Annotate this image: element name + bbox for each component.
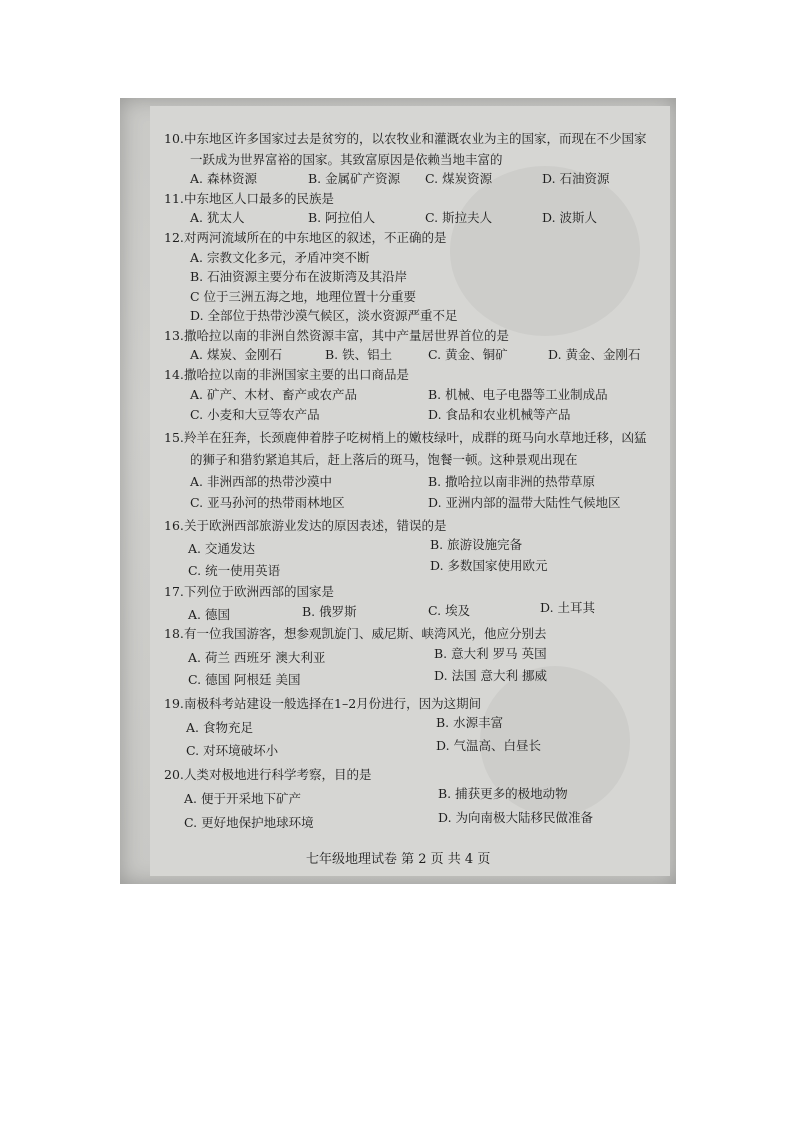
question-12 <box>164 228 447 246</box>
question-stem: 有一位我国游客，想参观凯旋门、威尼斯、峡湾风光，他应分别去 <box>184 626 547 641</box>
option-c: C. 埃及 <box>428 603 471 618</box>
option-d: D. 黄金、金刚石 <box>548 347 641 362</box>
question-number: 15. <box>164 430 184 445</box>
option-c: C. 斯拉夫人 <box>425 210 493 225</box>
option-c: C. 黄金、铜矿 <box>428 347 508 362</box>
option-d: D. 土耳其 <box>540 600 596 615</box>
question-stem: 中东地区许多国家过去是贫穷的，以农牧业和灌溉农业为主的国家，而现在不少国家 <box>184 131 647 146</box>
question-number: 14. <box>164 367 184 382</box>
option-d: D. 法国 意大利 挪威 <box>434 668 547 683</box>
option-d: D. 为向南极大陆移民做准备 <box>438 810 594 825</box>
question-14 <box>164 365 409 383</box>
option-b: B. 俄罗斯 <box>302 604 357 619</box>
question-number: 20. <box>164 767 184 782</box>
question-17 <box>164 582 334 600</box>
question-number: 12. <box>164 230 184 245</box>
question-number: 13. <box>164 328 184 343</box>
question-number: 11. <box>164 191 184 206</box>
question-stem: 撒哈拉以南的非洲国家主要的出口商品是 <box>184 367 410 382</box>
option-a: A. 森林资源 <box>190 171 257 186</box>
option-a: A. 交通发达 <box>188 541 255 556</box>
option-c: C. 德国 阿根廷 美国 <box>188 672 301 687</box>
option-a: A. 犹太人 <box>190 210 245 225</box>
question-stem: 撒哈拉以南的非洲自然资源丰富，其中产量居世界首位的是 <box>184 328 510 343</box>
photo-frame <box>120 98 676 884</box>
question-stem: 人类对极地进行科学考察，目的是 <box>184 767 372 782</box>
question-stem: 对两河流域所在的中东地区的叙述，不正确的是 <box>184 230 447 245</box>
option-b: B. 石油资源主要分布在波斯湾及其沿岸 <box>190 269 408 284</box>
question-number: 17. <box>164 584 184 599</box>
question-10-stem-cont: 一跃成为世界富裕的国家。其致富原因是依赖当地丰富的 <box>190 152 503 167</box>
option-a: A. 非洲西部的热带沙漠中 <box>190 474 332 489</box>
question-number: 16. <box>164 518 184 533</box>
question-11 <box>164 189 334 207</box>
question-number: 10. <box>164 131 184 146</box>
option-c: C. 更好地保护地球环境 <box>184 815 314 830</box>
option-b: B. 铁、铝土 <box>325 347 393 362</box>
question-13 <box>164 326 509 344</box>
option-a: A. 荷兰 西班牙 澳大利亚 <box>188 650 326 665</box>
option-a: A. 德国 <box>188 607 230 622</box>
option-a: A. 煤炭、金刚石 <box>190 347 282 362</box>
question-number: 19. <box>164 696 184 711</box>
option-c: C. 亚马孙河的热带雨林地区 <box>190 495 345 510</box>
option-c: C. 煤炭资源 <box>425 171 493 186</box>
option-b: B. 金属矿产资源 <box>308 171 401 186</box>
option-a: A. 食物充足 <box>186 720 253 735</box>
show-through-map <box>450 166 640 336</box>
page-footer: 七年级地理试卷 第 2 页 共 4 页 <box>306 852 491 867</box>
option-d: D. 全部位于热带沙漠气候区，淡水资源严重不足 <box>190 308 458 323</box>
option-b: B. 旅游设施完备 <box>430 537 523 552</box>
question-19 <box>164 694 481 712</box>
option-d: D. 多数国家使用欧元 <box>430 558 548 573</box>
question-stem: 羚羊在狂奔，长颈鹿伸着脖子吃树梢上的嫩枝绿叶，成群的斑马向水草地迁移，凶猛 <box>184 430 647 445</box>
option-b: B. 机械、电子电器等工业制成品 <box>428 387 608 402</box>
option-a: A. 矿产、木材、畜产或农产品 <box>190 387 357 402</box>
question-15-stem-cont: 的狮子和猎豹紧追其后，赶上落后的斑马，饱餐一顿。这种景观出现在 <box>190 452 578 467</box>
option-d: D. 亚洲内部的温带大陆性气候地区 <box>428 495 621 510</box>
option-d: D. 波斯人 <box>542 210 598 225</box>
option-a: A. 宗教文化多元，矛盾冲突不断 <box>190 250 370 265</box>
question-number: 18. <box>164 626 184 641</box>
question-18 <box>164 624 547 642</box>
question-stem: 关于欧洲西部旅游业发达的原因表述，错误的是 <box>184 518 447 533</box>
question-stem: 下列位于欧洲西部的国家是 <box>184 584 335 599</box>
option-b: B. 阿拉伯人 <box>308 210 376 225</box>
option-c: C. 对环境破坏小 <box>186 743 279 758</box>
question-10 <box>164 129 647 147</box>
option-d: D. 食品和农业机械等产品 <box>428 407 571 422</box>
option-b: B. 撒哈拉以南非洲的热带草原 <box>428 474 596 489</box>
option-d: D. 石油资源 <box>542 171 610 186</box>
option-c: C 位于三洲五海之地，地理位置十分重要 <box>190 289 417 304</box>
question-16 <box>164 516 447 534</box>
option-b: B. 水源丰富 <box>436 715 504 730</box>
option-c: C. 小麦和大豆等农产品 <box>190 407 320 422</box>
option-a: A. 便于开采地下矿产 <box>184 791 301 806</box>
question-15 <box>164 428 647 446</box>
option-b: B. 意大利 罗马 英国 <box>434 646 547 661</box>
option-b: B. 捕获更多的极地动物 <box>438 786 568 801</box>
question-stem: 中东地区人口最多的民族是 <box>184 191 335 206</box>
question-20 <box>164 765 372 783</box>
option-d: D. 气温高、白昼长 <box>436 738 542 753</box>
question-stem: 南极科考站建设一般选择在1–2月份进行，因为这期间 <box>184 696 482 711</box>
option-c: C. 统一使用英语 <box>188 563 281 578</box>
